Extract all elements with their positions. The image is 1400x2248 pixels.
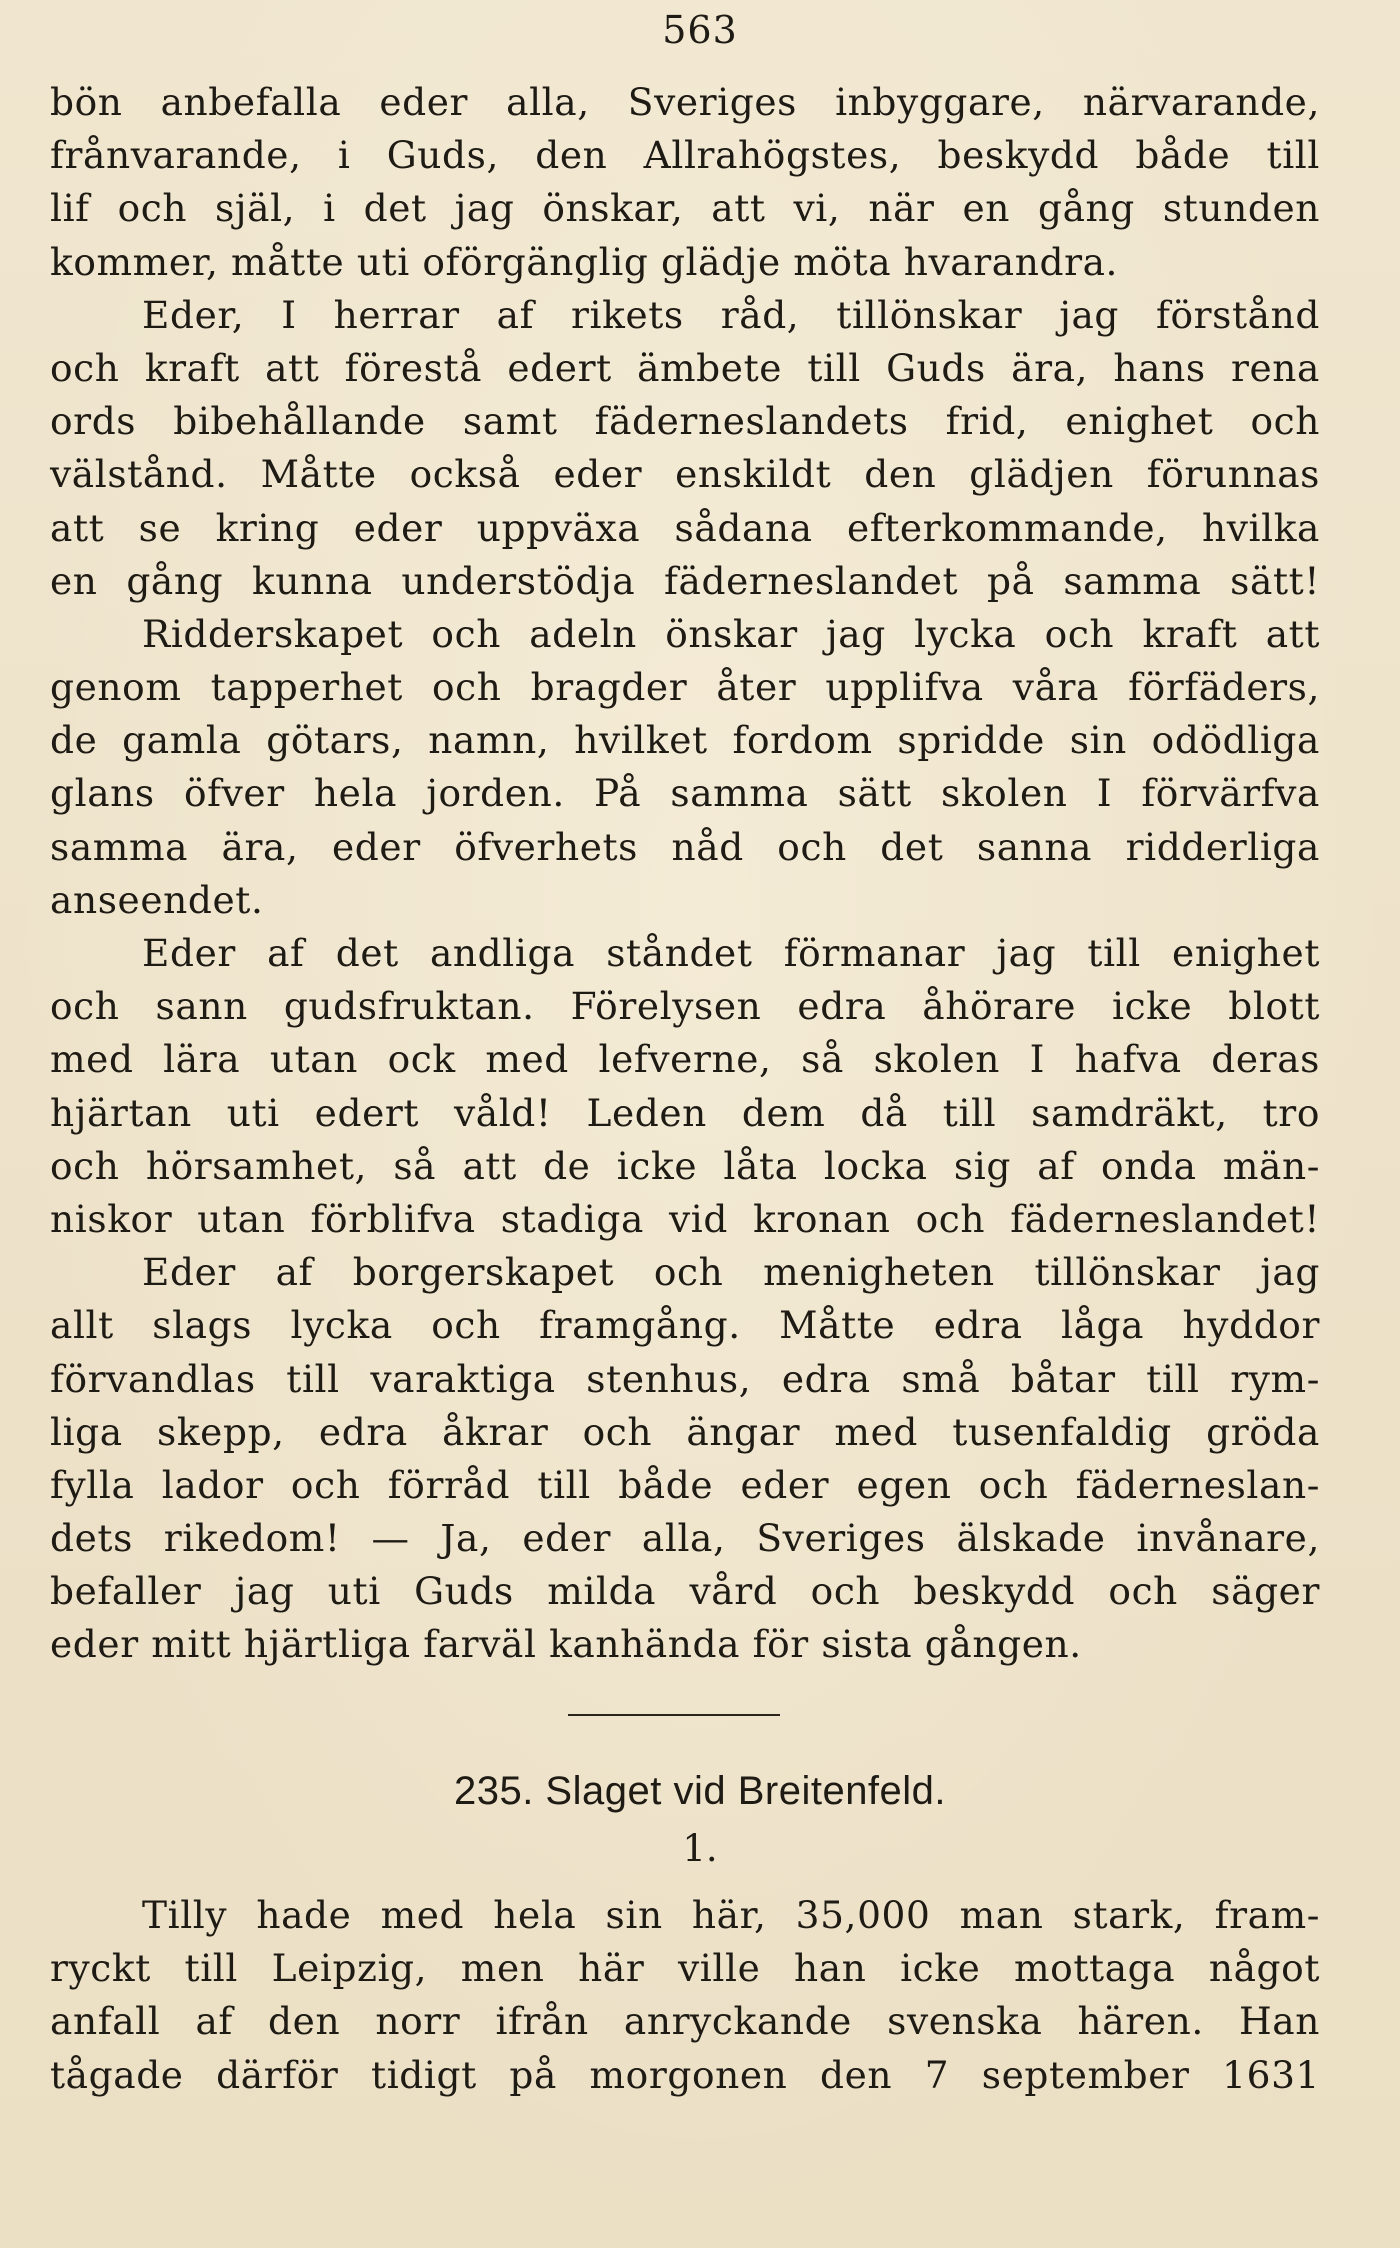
text-line: förvandlas till varaktiga stenhus, edra små båtar till rym- [50, 1356, 1320, 1401]
page-number: 563 [662, 8, 738, 52]
text-line: anfall af den norr ifrån anryckande svenska hären. Han [50, 1999, 1320, 2044]
text-line: och kraft att förestå edert ämbete till Guds ära, hans rena [50, 345, 1320, 390]
body-text [50, 76, 1320, 1672]
section-body-text [50, 1889, 1320, 2102]
text-line: Eder, I herrar af rikets råd, tillönskar jag förstånd [142, 292, 1320, 337]
text-line: befaller jag uti Guds milda vård och beskydd och säger [50, 1569, 1320, 1614]
text-line: med lära utan ock med lefverne, så skolen I hafva deras [50, 1037, 1320, 1082]
text-line: och sann gudsfruktan. Förelysen edra åhörare icke blott [50, 984, 1320, 1029]
section-title: 235. Slaget vid Breitenfeld. [453, 1769, 947, 1813]
text-line: och hörsamhet, så att de icke låta locka sig af onda män- [50, 1143, 1320, 1188]
text-line: hjärtan uti edert våld! Leden dem då till samdräkt, tro [50, 1090, 1320, 1135]
text-line: glans öfver hela jorden. På samma sätt skolen I förvärfva [50, 771, 1320, 816]
text-line: att se kring eder uppväxa sådana efterkommande, hvilka [50, 505, 1320, 550]
text-line: ords bibehållande samt fäderneslandets frid, enighet och [50, 399, 1320, 444]
text-line: anseendet. [50, 877, 264, 922]
section-subtitle: 1. [682, 1827, 718, 1870]
text-line: lif och själ, i det jag önskar, att vi, när en gång stunden [50, 186, 1320, 231]
text-line: fylla lador och förråd till både eder egen och fäderneslan- [50, 1462, 1320, 1507]
text-line: allt slags lycka och framgång. Måtte edra låga hyddor [50, 1303, 1320, 1348]
text-line: ryckt till Leipzig, men här ville han icke mottaga något [50, 1946, 1320, 1991]
text-line: en gång kunna understödja fäderneslandet på samma sätt! [50, 558, 1320, 603]
text-line: frånvarande, i Guds, den Allrahögstes, beskydd både till [50, 133, 1320, 178]
text-line: eder mitt hjärtliga farväl kanhända för sista gången. [50, 1622, 1082, 1667]
text-line: niskor utan förblifva stadiga vid kronan och fäderneslandet! [50, 1196, 1320, 1241]
text-line: Tilly hade med hela sin här, 35,000 man stark, fram- [142, 1893, 1320, 1937]
text-line: genom tapperhet och bragder åter upplifva våra förfäders, [50, 665, 1320, 710]
text-line: liga skepp, edra åkrar och ängar med tusenfaldig gröda [50, 1409, 1320, 1454]
text-line: Ridderskapet och adeln önskar jag lycka och kraft att [142, 611, 1320, 656]
text-line: samma ära, eder öfverhets nåd och det sanna ridderliga [50, 824, 1320, 869]
text-line: välstånd. Måtte också eder enskildt den glädjen förunnas [50, 452, 1320, 497]
text-line: Eder af borgerskapet och menigheten tillönskar jag [142, 1250, 1320, 1295]
text-line: kommer, måtte uti oförgänglig glädje möta hvarandra. [50, 239, 1119, 284]
text-line: de gamla götars, namn, hvilket fordom spridde sin odödliga [50, 718, 1320, 763]
text-line: bön anbefalla eder alla, Sveriges inbyggare, närvarande, [50, 80, 1320, 124]
text-line: dets rikedom! — Ja, eder alla, Sveriges älskade invånare, [50, 1516, 1320, 1561]
section-divider [568, 1714, 780, 1716]
text-line: tågade därför tidigt på morgonen den 7 september 1631 [50, 2052, 1320, 2097]
text-line: Eder af det andliga ståndet förmanar jag till enighet [142, 931, 1320, 975]
